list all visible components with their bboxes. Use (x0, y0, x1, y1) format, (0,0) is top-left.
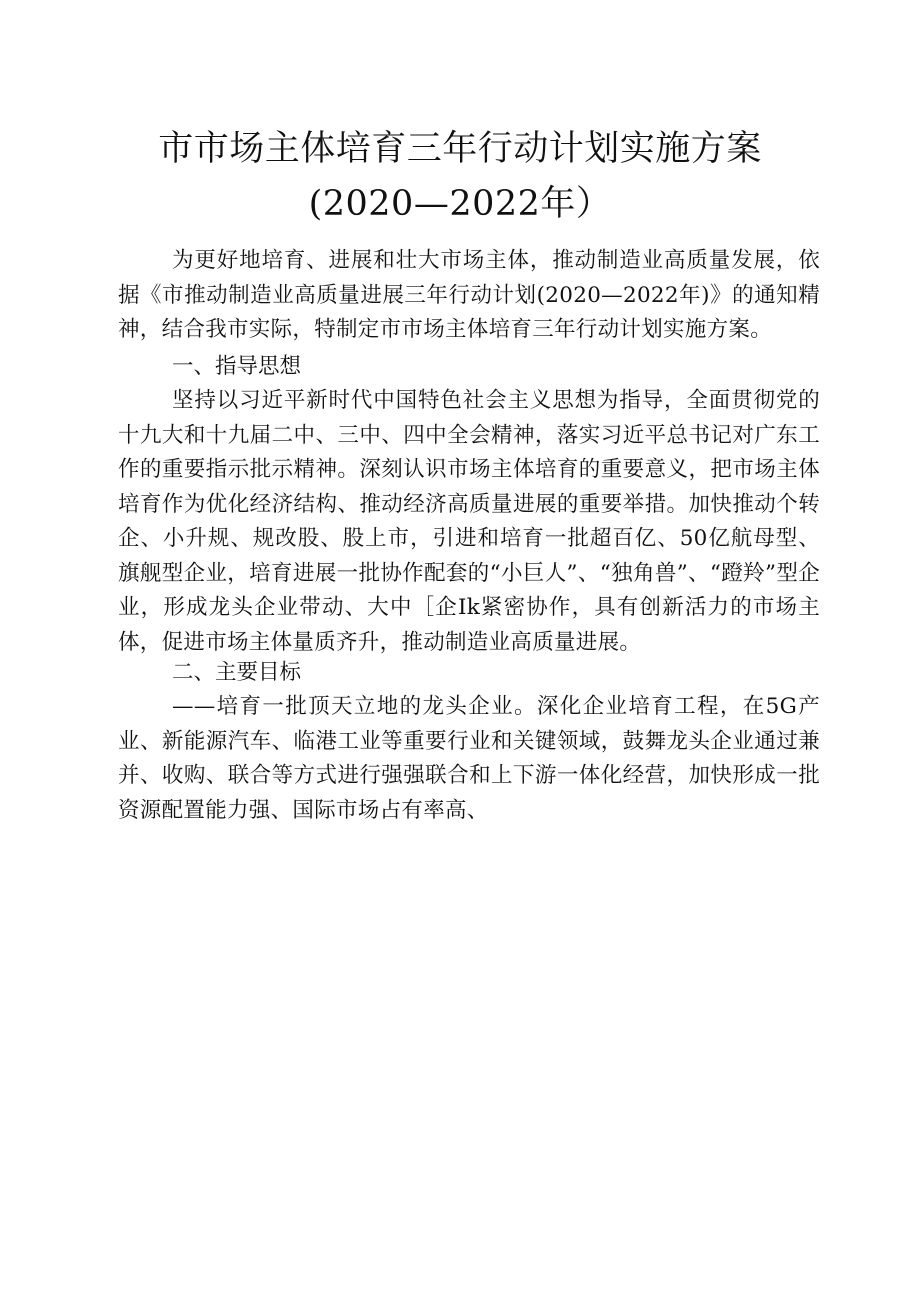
document-subtitle-years: (2020—2022年） (308, 184, 612, 224)
section-heading-main-goals: 二、主要目标 (172, 660, 302, 685)
section-heading-guiding-ideology: 一、指导思想 (172, 354, 302, 379)
intro-paragraph: 为更好地培育、进展和壮大市场主体，推动制造业高质量发展，依据《市推动制造业高质量进展三年行动计划(2020—2022年)》的通知精神，结合我市实际，特制定市市场主体培育三年行动计划实施方案。 (118, 248, 820, 342)
document-title: 市市场主体培育三年行动计划实施方案 (158, 129, 762, 169)
section-paragraph-guiding-ideology: 坚持以习近平新时代中国特色社会主义思想为指导，全面贯彻党的十九大和十九届二中、三中、四中全会精神，落实习近平总书记对广东工作的重要指示批示精神。深刻认识市场主体培育的重要意义，把市场主体培育作为优化经济结构、推动经济高质量进展的重要举措。加快推动个转企、小升规、规改股、股上市，引进和培育一批超百亿、50亿航母型、旗舰型企业，培育进展一批协作配套的“小巨人”、“独角兽”、“蹬羚”型企业，形成龙头企业带动、大中［企Ik紧密协作，具有创新活力的市场主体，促进市场主体量质齐升，推动制造业高质量进展。 (118, 388, 820, 655)
section-paragraph-main-goals: ——培育一批顶天立地的龙头企业。深化企业培育工程，在5G产业、新能源汽车、临港工业等重要行业和关键领域，鼓舞龙头企业通过兼并、收购、联合等方式进行强强联合和上下游一体化经营，加快形成一批资源配置能力强、国际市场占有率高、 (118, 694, 820, 823)
